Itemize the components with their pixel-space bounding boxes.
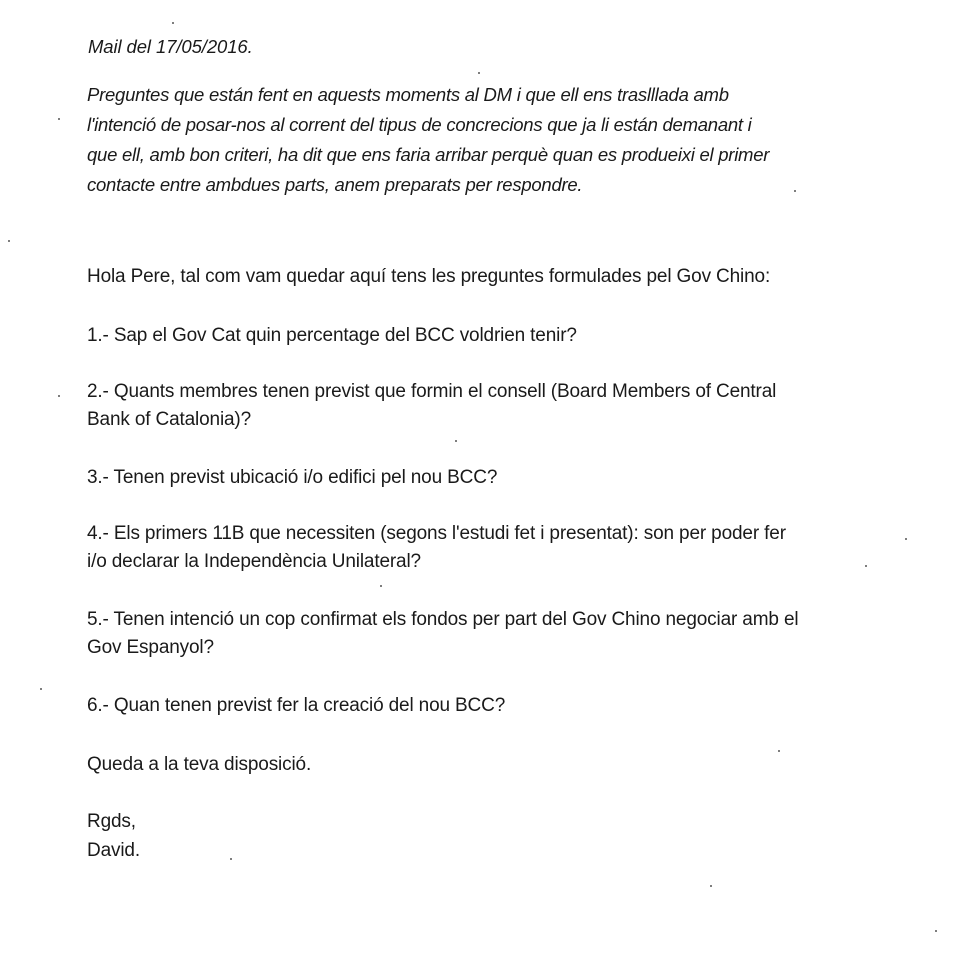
question-line: Gov Espanyol? (87, 637, 214, 658)
signoff-line: Rgds, (87, 811, 136, 832)
scan-speck (40, 688, 42, 690)
intro-line: que ell, amb bon criteri, ha dit que ens faria arribar perquè quan es produeixi el primer (87, 144, 770, 165)
closing-line: Queda a la teva disposició. (87, 754, 312, 775)
signature-line: David. (87, 840, 140, 861)
question-6 (87, 692, 505, 720)
greeting-line: Hola Pere, tal com vam quedar aquí tens les preguntes formulades pel Gov Chino: (87, 266, 771, 287)
question-5 (87, 606, 798, 662)
scan-speck (455, 440, 457, 442)
question-line: i/o declarar la Independència Unilateral? (87, 551, 421, 572)
question-line: 3.- Tenen previst ubicació i/o edifici pel nou BCC? (87, 467, 498, 488)
scan-speck (905, 538, 907, 540)
question-3 (87, 464, 497, 492)
scan-speck (478, 72, 480, 74)
question-1 (87, 322, 577, 350)
question-line: 4.- Els primers 11B que necessiten (segons l'estudi fet i presentat): son per poder fer (87, 523, 786, 544)
intro-line: l'intenció de posar-nos al corrent del tipus de concrecions que ja li están demanant i (87, 114, 752, 135)
question-line: 2.- Quants membres tenen previst que formin el consell (Board Members of Central (87, 381, 777, 402)
question-line: 1.- Sap el Gov Cat quin percentage del BCC voldrien tenir? (87, 325, 577, 346)
intro-paragraph (87, 80, 917, 200)
question-line: 6.- Quan tenen previst fer la creació del nou BCC? (87, 695, 506, 716)
scan-speck (230, 858, 232, 860)
scan-speck (865, 565, 867, 567)
question-line: 5.- Tenen intenció un cop confirmat els fondos per part del Gov Chino negociar amb el (87, 609, 799, 630)
question-line: Bank of Catalonia)? (87, 409, 252, 430)
scan-speck (778, 750, 780, 752)
scan-speck (710, 885, 712, 887)
scan-speck (380, 585, 382, 587)
question-4 (87, 520, 786, 576)
intro-line: Preguntes que están fent en aquests moments al DM i que ell ens traslllada amb (87, 84, 729, 105)
scan-speck (172, 22, 174, 24)
scan-speck (58, 395, 60, 397)
scan-speck (794, 190, 796, 192)
scan-speck (58, 118, 60, 120)
intro-line: contacte entre ambdues parts, anem preparats per respondre. (87, 174, 583, 195)
question-2 (87, 378, 776, 434)
scan-speck (8, 240, 10, 242)
mail-date-line: Mail del 17/05/2016. (88, 36, 253, 57)
scan-speck (935, 930, 937, 932)
